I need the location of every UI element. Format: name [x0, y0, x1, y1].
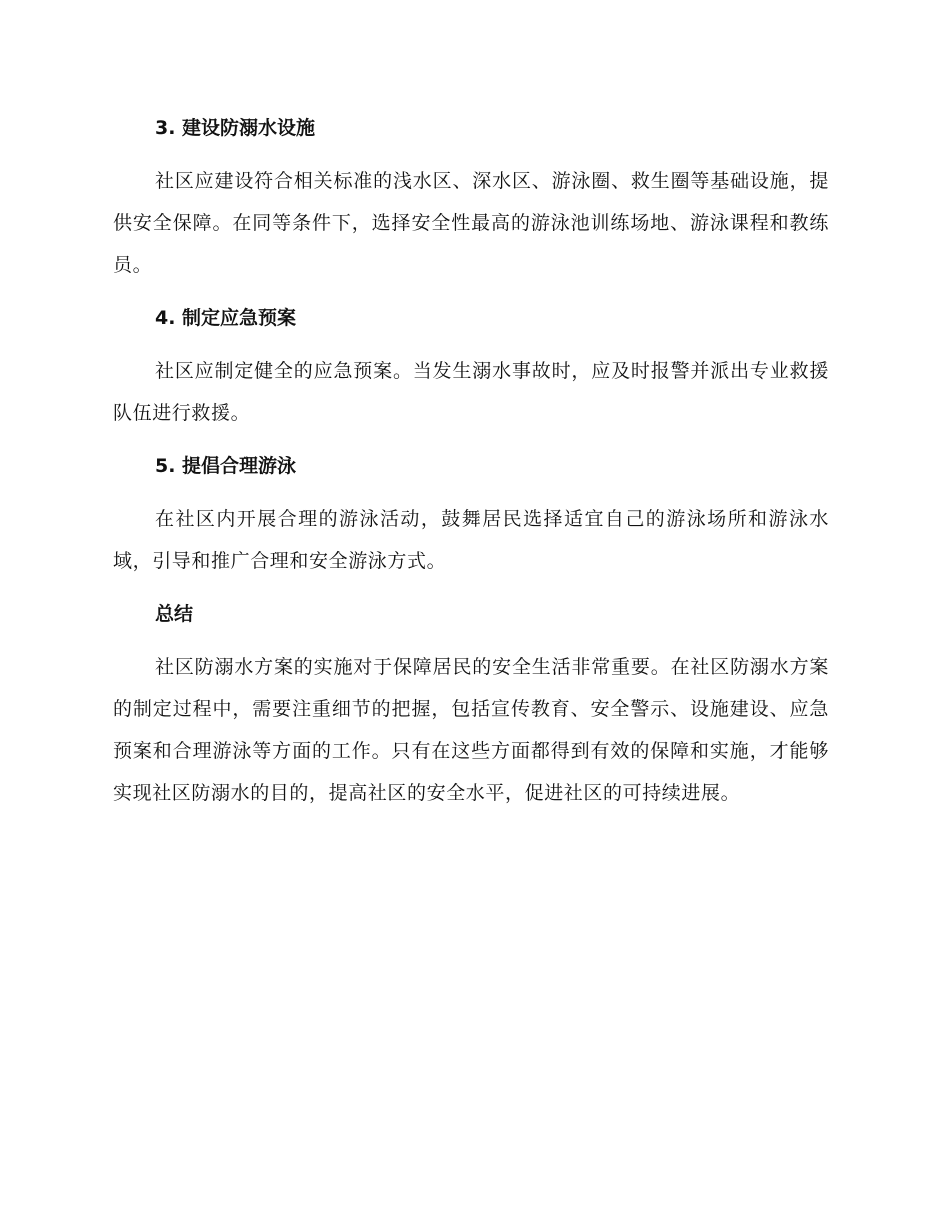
section-paragraph-reasonable-swimming: 在社区内开展合理的游泳活动，鼓舞居民选择适宜自己的游泳场所和游泳水域，引导和推广合理和安全游泳方式。 — [113, 508, 829, 572]
section-paragraph-summary: 社区防溺水方案的实施对于保障居民的安全生活非常重要。在社区防溺水方案的制定过程中，需要注重细节的把握，包括宣传教育、安全警示、设施建设、应急预案和合理游泳等方面的工作。只有在这些方面都得到有效的保障和实施，才能够实现社区防溺水的目的，提高社区的安全水平，促进社区的可持续进展。 — [113, 656, 829, 804]
section-paragraph-emergency-plan: 社区应制定健全的应急预案。当发生溺水事故时，应及时报警并派出专业救援队伍进行救援。 — [113, 360, 829, 424]
section-paragraph-facilities: 社区应建设符合相关标准的浅水区、深水区、游泳圈、救生圈等基础设施，提供安全保障。在同等条件下，选择安全性最高的游泳池训练场地、游泳课程和教练员。 — [113, 170, 829, 276]
section-heading-emergency-plan: 4. 制定应急预案 — [155, 307, 297, 329]
document-body — [113, 108, 829, 814]
section-heading-facilities: 3. 建设防溺水设施 — [155, 117, 316, 139]
section-heading-reasonable-swimming: 5. 提倡合理游泳 — [155, 455, 297, 477]
section-heading-summary: 总结 — [155, 603, 194, 625]
